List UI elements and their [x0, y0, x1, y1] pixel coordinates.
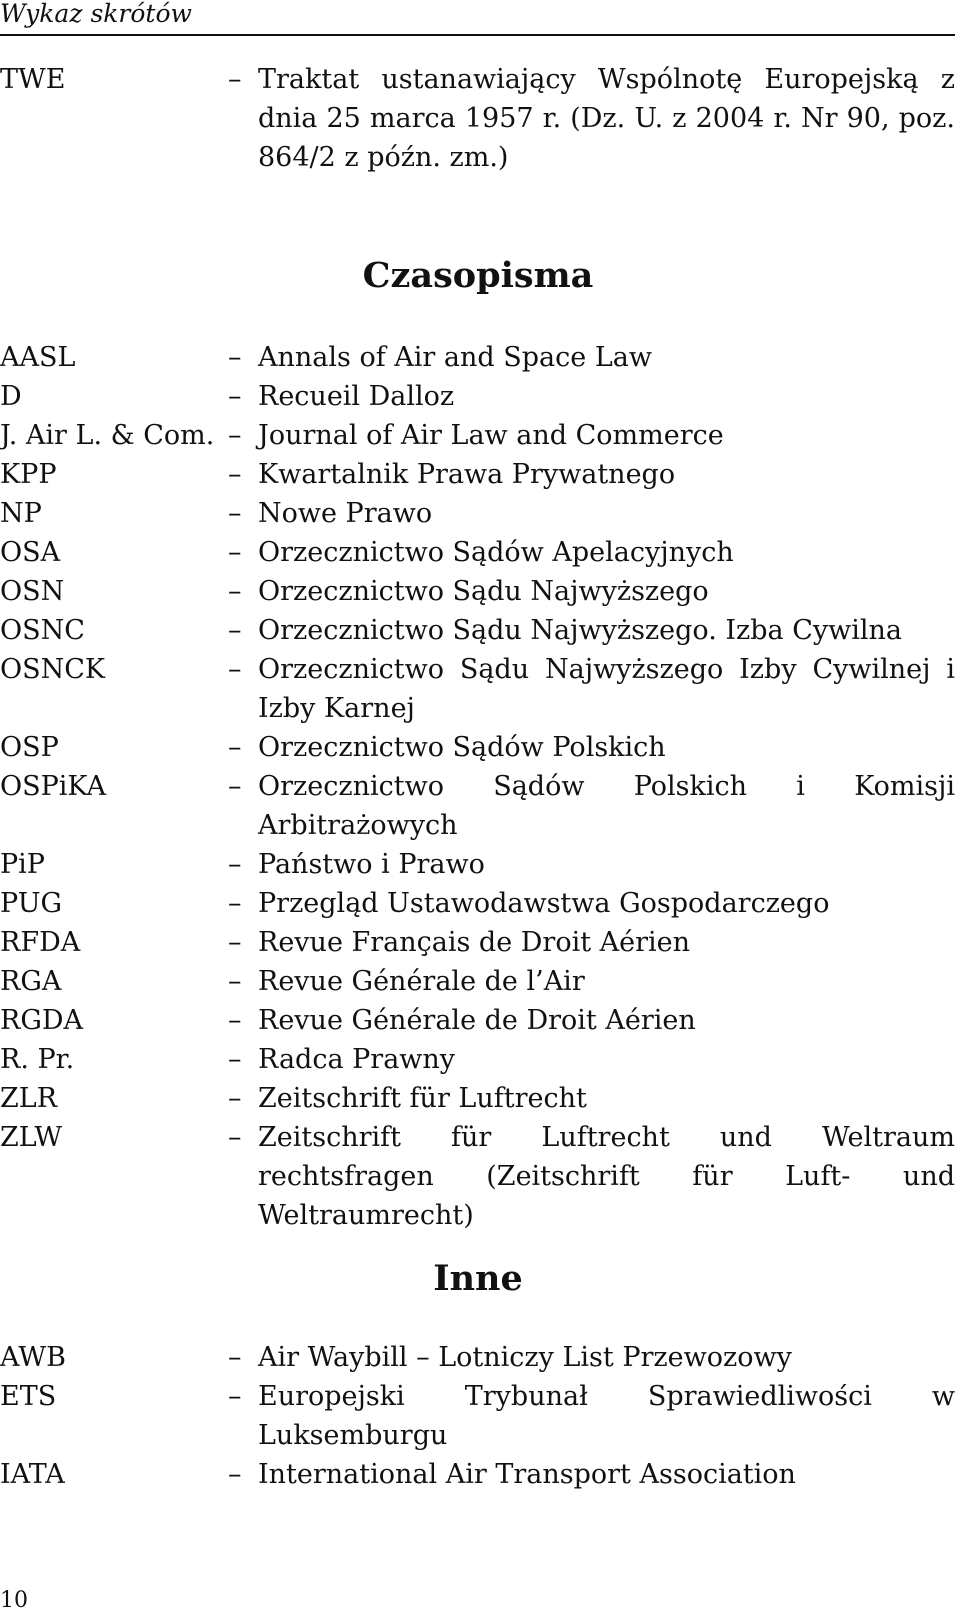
- abbreviation: D: [0, 381, 22, 412]
- definition: Kwartalnik Prawa Prywatnego: [258, 459, 676, 490]
- abbreviation: ETS: [0, 1381, 57, 1412]
- definition: Orzecznictwo Sądów Polskich: [258, 732, 666, 763]
- abbreviation-entry: [0, 611, 955, 650]
- dash: –: [228, 1005, 242, 1036]
- definition: International Air Transport Association: [258, 1459, 796, 1490]
- abbreviation-entry: [0, 572, 955, 611]
- dash: –: [228, 381, 242, 412]
- header-rule: [0, 34, 955, 36]
- abbreviation-entry: [0, 338, 955, 377]
- abbreviation-entry: [0, 845, 955, 884]
- dash: –: [228, 654, 242, 685]
- dash: –: [228, 732, 242, 763]
- abbreviation-entry: [0, 923, 955, 962]
- section-heading-other: Inne: [433, 1258, 523, 1299]
- dash: –: [228, 342, 242, 373]
- dash: –: [228, 615, 242, 646]
- definition: Orzecznictwo Sądów Apelacyjnych: [258, 537, 734, 568]
- abbreviation-entry: [0, 533, 955, 572]
- dash: –: [228, 498, 242, 529]
- abbreviation-entry: [0, 377, 955, 416]
- abbreviation: IATA: [0, 1459, 65, 1490]
- abbreviation: OSPiKA: [0, 771, 107, 802]
- other-list: [0, 1338, 955, 1494]
- definition: Orzecznictwo Sądu Najwyższego Izby Cywilnej i Izby Karnej: [258, 654, 955, 724]
- abbreviation: OSP: [0, 732, 59, 763]
- abbreviation-entry: [0, 1118, 955, 1235]
- definition: Air Waybill – Lotniczy List Przewozowy: [258, 1342, 792, 1373]
- definition: Zeitschrift für Luftrecht: [258, 1083, 587, 1114]
- abbreviation-entry: [0, 884, 955, 923]
- abbreviation-entry: [0, 455, 955, 494]
- definition: Recueil Dalloz: [258, 381, 455, 412]
- abbreviation-entry: [0, 1079, 955, 1118]
- definition: Europejski Trybunał Sprawiedliwości w Luksemburgu: [258, 1381, 955, 1451]
- abbreviation: AASL: [0, 342, 76, 373]
- abbreviation: NP: [0, 498, 42, 529]
- abbreviation-entry: [0, 494, 955, 533]
- abbreviation-entry: [0, 60, 955, 177]
- section-heading-journals: Czasopisma: [362, 255, 594, 296]
- definition: Państwo i Prawo: [258, 849, 485, 880]
- journals-list: [0, 338, 955, 1235]
- abbreviation: ZLW: [0, 1122, 63, 1153]
- abbreviation-entry: [0, 962, 955, 1001]
- abbreviation: PUG: [0, 888, 63, 919]
- abbreviation: PiP: [0, 849, 45, 880]
- abbreviation: OSN: [0, 576, 65, 607]
- abbreviation: ZLR: [0, 1083, 58, 1114]
- abbreviation: J. Air L. & Com.: [0, 420, 215, 451]
- definition: Zeitschrift für Luftrecht und Weltraum rechtsfragen (Zeitschrift für Luft- und Weltraumrecht): [258, 1122, 955, 1231]
- abbreviation: OSNCK: [0, 654, 106, 685]
- definition: Orzecznictwo Sądu Najwyższego. Izba Cywilna: [258, 615, 902, 646]
- abbreviation: RGA: [0, 966, 62, 997]
- dash: –: [228, 1044, 242, 1075]
- definition: Orzecznictwo Sądu Najwyższego: [258, 576, 709, 607]
- dash: –: [228, 849, 242, 880]
- abbreviation-entry: [0, 728, 955, 767]
- abbreviation: OSNC: [0, 615, 85, 646]
- abbreviation-entry: [0, 767, 955, 845]
- abbreviation: RGDA: [0, 1005, 84, 1036]
- definition: Journal of Air Law and Commerce: [258, 420, 724, 451]
- abbreviation-entry: [0, 650, 955, 728]
- abbreviation: R. Pr.: [0, 1044, 75, 1075]
- abbreviation-entry: [0, 1040, 955, 1079]
- dash: –: [228, 64, 242, 95]
- abbreviation: RFDA: [0, 927, 81, 958]
- dash: –: [228, 888, 242, 919]
- definition: Przegląd Ustawodawstwa Gospodarczego: [258, 888, 830, 919]
- dash: –: [228, 537, 242, 568]
- running-head: Wykaz skrótów: [0, 0, 192, 28]
- abbreviation-entry: [0, 1001, 955, 1040]
- dash: –: [228, 1122, 242, 1153]
- dash: –: [228, 459, 242, 490]
- definition: Revue Générale de l’Air: [258, 966, 585, 997]
- dash: –: [228, 1459, 242, 1490]
- definition: Orzecznictwo Sądów Polskich i Komisji Arbitrażowych: [258, 771, 955, 841]
- definition: Annals of Air and Space Law: [258, 342, 652, 373]
- abbreviation-entry: [0, 1455, 955, 1494]
- dash: –: [228, 1083, 242, 1114]
- abbreviation-entry: [0, 1377, 955, 1455]
- abbreviation: KPP: [0, 459, 57, 490]
- definition: Radca Prawny: [258, 1044, 456, 1075]
- definition: Revue Français de Droit Aérien: [258, 927, 691, 958]
- dash: –: [228, 771, 242, 802]
- dash: –: [228, 1381, 242, 1412]
- dash: –: [228, 927, 242, 958]
- abbreviation: OSA: [0, 537, 61, 568]
- page-number: 10: [0, 1588, 28, 1613]
- abbreviation-entry: [0, 1338, 955, 1377]
- dash: –: [228, 576, 242, 607]
- dash: –: [228, 966, 242, 997]
- abbreviation-entry: [0, 416, 955, 455]
- definition: Traktat ustanawiający Wspólnotę Europejską z dnia 25 marca 1957 r. (Dz. U. z 2004 r. Nr 90, poz. 864/2 z późn. zm.): [258, 64, 955, 173]
- abbreviation: AWB: [0, 1342, 66, 1373]
- dash: –: [228, 1342, 242, 1373]
- top-entries: [0, 60, 955, 177]
- dash: –: [228, 420, 242, 451]
- definition: Nowe Prawo: [258, 498, 433, 529]
- definition: Revue Générale de Droit Aérien: [258, 1005, 696, 1036]
- abbreviation: TWE: [0, 64, 66, 95]
